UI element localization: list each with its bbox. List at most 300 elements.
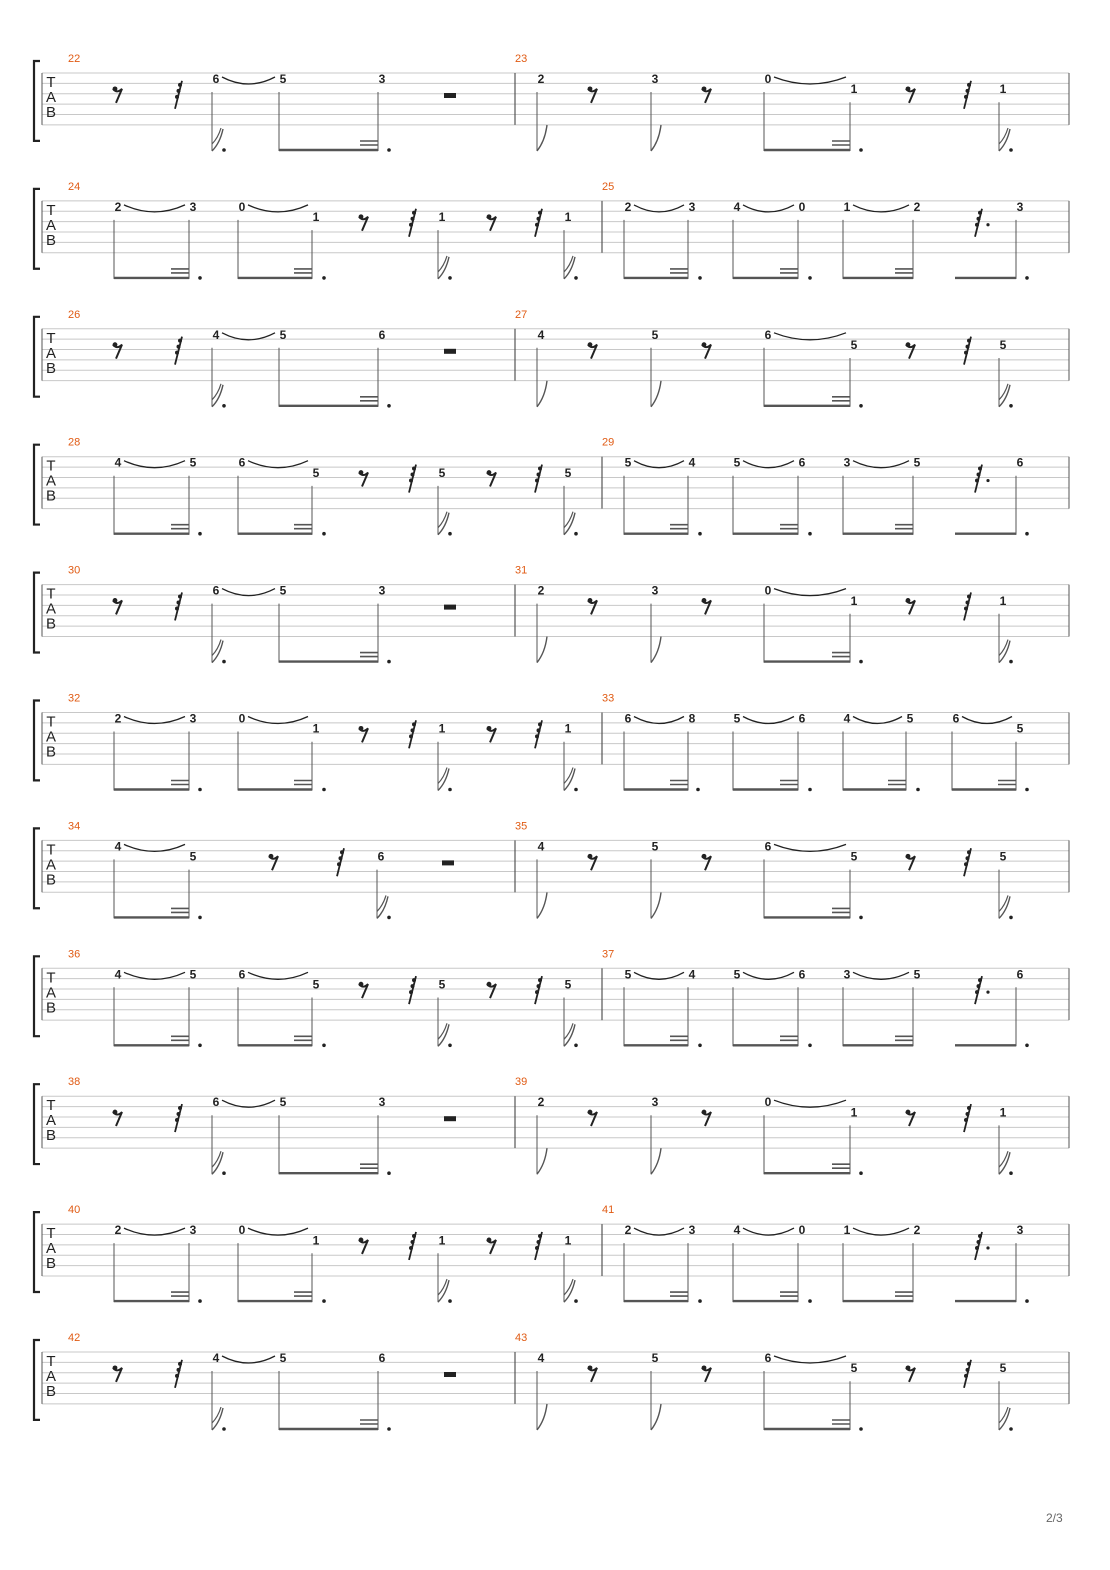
fret-number: 6 xyxy=(238,455,246,470)
sixteenth-rest-dot xyxy=(535,734,539,738)
system-bracket xyxy=(34,828,40,908)
system-bracket xyxy=(34,61,40,141)
half-flag xyxy=(377,896,388,918)
fret-number: 2 xyxy=(114,711,122,726)
clef-letter: B xyxy=(45,871,57,889)
half-flag xyxy=(999,129,1010,151)
dot xyxy=(1025,276,1029,280)
eighth-rest-head xyxy=(588,86,593,91)
fret-number: 1 xyxy=(312,1233,320,1248)
measure xyxy=(602,693,1029,792)
dot xyxy=(387,660,391,664)
fret-number: 3 xyxy=(378,583,386,598)
fret-number: 5 xyxy=(733,711,741,726)
system-bracket xyxy=(34,1212,40,1292)
sixteenth-rest-dot xyxy=(535,990,539,994)
fret-number: 0 xyxy=(764,72,772,86)
eighth-flag xyxy=(651,1148,661,1174)
half-rest xyxy=(444,605,456,610)
fret-number: 0 xyxy=(764,583,772,598)
measure-number: 40 xyxy=(68,1204,81,1217)
dot xyxy=(1025,532,1029,536)
sixteenth-rest-dot xyxy=(411,1240,415,1244)
fret-number: 5 xyxy=(651,327,659,342)
fret-number: 8 xyxy=(688,711,696,726)
sixteenth-rest-dot xyxy=(537,984,541,988)
dot xyxy=(808,1044,812,1048)
sixteenth-rest-dot xyxy=(966,1368,970,1372)
fret-number: 5 xyxy=(999,338,1007,352)
half-flag xyxy=(438,1280,449,1302)
eighth-flag xyxy=(651,637,661,663)
half-flag xyxy=(212,641,223,663)
sixteenth-rest-dot xyxy=(177,89,181,93)
eighth-rest-head xyxy=(906,1110,911,1115)
sixteenth-rest-dot xyxy=(178,83,182,87)
sixteenth-rest-dot xyxy=(975,479,979,483)
sixteenth-rest-dot xyxy=(967,83,971,87)
fret-number: 3 xyxy=(651,583,659,598)
measure xyxy=(68,437,578,536)
fret-number: 5 xyxy=(850,1361,858,1376)
fret-number: 6 xyxy=(764,327,772,342)
sixteenth-rest-dot xyxy=(977,473,981,477)
dot xyxy=(198,788,202,792)
eighth-rest-head xyxy=(702,1365,707,1370)
measure-number: 23 xyxy=(515,53,528,65)
measure xyxy=(68,565,456,664)
fret-number: 6 xyxy=(238,967,246,982)
fret-number: 6 xyxy=(1016,967,1024,982)
half-flag xyxy=(212,1408,223,1430)
measure-number: 35 xyxy=(515,820,528,833)
half-flag-inner xyxy=(212,384,221,400)
sixteenth-rest-dot xyxy=(538,722,542,726)
fret-number: 0 xyxy=(764,1095,772,1110)
fret-number: 4 xyxy=(212,1351,220,1365)
sixteenth-rest-dot xyxy=(538,978,542,982)
half-flag-inner xyxy=(564,1023,573,1039)
dot xyxy=(222,1171,226,1175)
measure xyxy=(515,53,1013,152)
fret-number: 5 xyxy=(733,455,741,470)
sixteenth-rest-aug xyxy=(986,991,989,994)
fret-number: 3 xyxy=(189,1223,197,1238)
sixteenth-rest-dot xyxy=(412,978,416,982)
dot xyxy=(387,1171,391,1175)
eighth-rest-head xyxy=(906,1365,911,1370)
half-flag-inner xyxy=(438,768,447,784)
eighth-rest-head xyxy=(906,86,911,91)
sixteenth-rest-dot xyxy=(538,467,542,471)
fret-number: 2 xyxy=(537,1095,545,1110)
clef-letter: B xyxy=(45,1127,57,1145)
fret-number: 5 xyxy=(189,967,197,982)
half-flag xyxy=(212,129,223,151)
measure xyxy=(515,820,1013,919)
fret-number: 3 xyxy=(378,1095,386,1110)
fret-number: 5 xyxy=(624,455,632,470)
half-flag xyxy=(999,385,1010,407)
sixteenth-rest-dot xyxy=(975,1246,979,1250)
measure xyxy=(602,948,1029,1047)
eighth-rest-head xyxy=(359,726,364,731)
fret-number: 5 xyxy=(651,1351,659,1365)
measure xyxy=(68,948,578,1047)
system-bracket xyxy=(34,1084,40,1164)
fret-number: 3 xyxy=(688,1223,696,1238)
sixteenth-rest-dot xyxy=(977,984,981,988)
dot xyxy=(198,276,202,280)
eighth-rest-head xyxy=(113,86,118,91)
dot xyxy=(808,1299,812,1303)
fret-number: 5 xyxy=(913,455,921,470)
measure xyxy=(602,1204,1029,1303)
fret-number: 5 xyxy=(651,839,659,854)
clef-letter: T xyxy=(46,74,56,91)
clef-letter: T xyxy=(46,841,56,859)
dot xyxy=(574,1044,578,1048)
system-bracket xyxy=(34,1340,40,1420)
measure-number: 42 xyxy=(68,1332,81,1344)
fret-number: 1 xyxy=(850,593,858,608)
system-bracket xyxy=(34,956,40,1036)
tab-system xyxy=(34,53,1069,152)
half-flag-inner xyxy=(999,384,1008,400)
sixteenth-rest-dot xyxy=(977,217,981,221)
measure-number: 31 xyxy=(515,564,528,577)
sixteenth-rest-dot xyxy=(177,600,181,604)
eighth-rest-head xyxy=(588,1110,593,1115)
clef-letter: A xyxy=(45,216,57,234)
dot xyxy=(448,276,452,280)
dot xyxy=(1009,1427,1013,1431)
eighth-rest-head xyxy=(359,982,364,987)
fret-number: 1 xyxy=(564,1233,572,1248)
fret-number: 1 xyxy=(850,1105,858,1120)
fret-number: 1 xyxy=(564,721,572,736)
tab-system xyxy=(34,437,1069,536)
fret-number: 4 xyxy=(688,967,696,982)
eighth-rest-head xyxy=(906,598,911,603)
sixteenth-rest-dot xyxy=(978,211,982,215)
half-flag-inner xyxy=(999,640,1008,656)
half-rest xyxy=(442,860,454,865)
clef-letter: A xyxy=(45,856,57,874)
fret-number: 5 xyxy=(733,967,741,982)
sixteenth-rest-dot xyxy=(409,1246,413,1250)
sixteenth-rest-dot xyxy=(412,467,416,471)
sixteenth-rest-dot xyxy=(537,217,541,221)
clef-letter: A xyxy=(45,1368,57,1385)
measure-number: 36 xyxy=(68,948,81,961)
eighth-flag xyxy=(537,125,547,151)
system-bracket xyxy=(34,573,40,653)
fret-number: 3 xyxy=(651,1095,659,1110)
sixteenth-rest-dot xyxy=(177,1112,181,1116)
fret-number: 2 xyxy=(913,199,921,214)
dot xyxy=(198,1044,202,1048)
dot xyxy=(1025,788,1029,792)
tab-system xyxy=(34,565,1069,664)
sixteenth-rest-dot xyxy=(537,1240,541,1244)
sixteenth-rest-dot xyxy=(175,1374,179,1378)
clef-letter: A xyxy=(45,600,57,618)
fret-number: 6 xyxy=(798,455,806,470)
dot xyxy=(859,1171,863,1175)
dot xyxy=(448,532,452,536)
measure xyxy=(68,820,454,919)
eighth-rest-head xyxy=(113,1110,118,1115)
dot xyxy=(1025,1299,1029,1303)
sixteenth-rest-aug xyxy=(986,479,989,482)
eighth-rest-head xyxy=(588,1365,593,1370)
fret-number: 5 xyxy=(906,711,914,726)
clef-letter: T xyxy=(46,713,56,731)
sixteenth-rest-dot xyxy=(178,339,182,343)
fret-number: 5 xyxy=(850,338,858,352)
dot xyxy=(698,532,702,536)
fret-number: 5 xyxy=(189,849,197,864)
sixteenth-rest-dot xyxy=(538,211,542,215)
sixteenth-rest-dot xyxy=(966,600,970,604)
fret-number: 1 xyxy=(850,82,858,97)
clef-letter: B xyxy=(45,487,57,505)
sixteenth-rest-dot xyxy=(966,89,970,93)
fret-number: 6 xyxy=(764,1351,772,1365)
clef-letter: B xyxy=(45,231,57,249)
fret-number: 5 xyxy=(279,1351,287,1365)
eighth-flag xyxy=(651,1404,661,1430)
fret-number: 5 xyxy=(279,327,287,342)
fret-number: 5 xyxy=(564,977,572,992)
fret-number: 3 xyxy=(843,967,851,982)
fret-number: 5 xyxy=(438,465,446,480)
sixteenth-rest-dot xyxy=(411,217,415,221)
fret-number: 4 xyxy=(114,967,122,982)
half-flag xyxy=(564,769,575,791)
fret-number: 1 xyxy=(843,199,851,214)
sixteenth-rest-dot xyxy=(177,345,181,349)
eighth-rest-head xyxy=(588,854,593,859)
measure-number: 32 xyxy=(68,692,81,705)
measure-number: 43 xyxy=(515,1332,528,1344)
dot xyxy=(387,1427,391,1431)
fret-number: 5 xyxy=(189,455,197,470)
sixteenth-rest-dot xyxy=(409,734,413,738)
dot xyxy=(222,1427,226,1431)
sixteenth-rest-dot xyxy=(967,850,971,854)
dot xyxy=(574,276,578,280)
sixteenth-rest-dot xyxy=(175,95,179,99)
dot xyxy=(1009,916,1013,920)
eighth-rest-head xyxy=(113,598,118,603)
dot xyxy=(1025,1044,1029,1048)
eighth-rest-head xyxy=(702,598,707,603)
half-flag xyxy=(999,896,1010,918)
half-flag xyxy=(564,513,575,535)
eighth-rest-head xyxy=(702,342,707,347)
fret-number: 5 xyxy=(624,967,632,982)
sixteenth-rest-dot xyxy=(967,1362,971,1366)
sixteenth-rest-aug xyxy=(986,223,989,226)
half-flag xyxy=(438,1024,449,1046)
eighth-rest-head xyxy=(487,470,492,475)
fret-number: 5 xyxy=(279,1095,287,1110)
fret-number: 2 xyxy=(114,199,122,214)
clef-letter: B xyxy=(45,743,57,761)
fret-number: 4 xyxy=(537,839,545,854)
eighth-flag xyxy=(537,637,547,663)
measure-number: 33 xyxy=(602,692,615,705)
fret-number: 6 xyxy=(798,967,806,982)
eighth-rest-head xyxy=(113,1365,118,1370)
measure xyxy=(68,693,578,792)
half-rest xyxy=(444,93,456,98)
fret-number: 1 xyxy=(843,1223,851,1238)
sixteenth-rest-dot xyxy=(978,467,982,471)
system-bracket xyxy=(34,189,40,269)
half-flag-inner xyxy=(438,512,447,528)
fret-number: 5 xyxy=(279,583,287,598)
dot xyxy=(448,1299,452,1303)
eighth-rest-head xyxy=(588,598,593,603)
tab-system xyxy=(34,1076,1069,1175)
eighth-rest-head xyxy=(359,1238,364,1243)
tab-system xyxy=(34,1204,1069,1303)
dot xyxy=(322,1299,326,1303)
sixteenth-rest-dot xyxy=(409,990,413,994)
measure-number: 24 xyxy=(68,180,81,193)
fret-number: 4 xyxy=(114,455,122,470)
dot xyxy=(448,1044,452,1048)
dot xyxy=(859,916,863,920)
dot xyxy=(198,532,202,536)
fret-number: 5 xyxy=(999,1361,1007,1376)
clef-letter: B xyxy=(45,1383,57,1400)
sixteenth-rest-dot xyxy=(978,978,982,982)
measure-number: 34 xyxy=(68,820,81,833)
sixteenth-rest-dot xyxy=(967,1106,971,1110)
half-flag-inner xyxy=(438,1023,447,1039)
half-flag-inner xyxy=(212,1407,221,1423)
eighth-rest-head xyxy=(588,342,593,347)
half-flag-inner xyxy=(564,768,573,784)
dot xyxy=(859,660,863,664)
fret-number: 0 xyxy=(798,1223,806,1238)
sixteenth-rest-dot xyxy=(975,990,979,994)
sixteenth-rest-dot xyxy=(412,722,416,726)
eighth-rest-head xyxy=(487,1238,492,1243)
sixteenth-rest-dot xyxy=(964,95,968,99)
fret-number: 1 xyxy=(999,82,1007,97)
half-flag-inner xyxy=(999,895,1008,911)
sixteenth-rest-dot xyxy=(964,606,968,610)
measure-number: 26 xyxy=(68,308,81,321)
measure xyxy=(515,1076,1013,1175)
dot xyxy=(198,916,202,920)
measure xyxy=(602,181,1029,280)
clef-letter: A xyxy=(45,344,57,362)
sixteenth-rest-dot xyxy=(964,862,968,866)
sixteenth-rest-dot xyxy=(340,850,344,854)
fret-number: 3 xyxy=(189,199,197,214)
fret-number: 1 xyxy=(312,721,320,736)
measure-number: 37 xyxy=(602,948,615,961)
fret-number: 5 xyxy=(850,849,858,864)
eighth-rest-head xyxy=(359,214,364,219)
clef-letter: A xyxy=(45,728,57,746)
half-flag xyxy=(999,641,1010,663)
sixteenth-rest-dot xyxy=(966,1112,970,1116)
clef-letter: B xyxy=(45,999,57,1017)
sixteenth-rest-dot xyxy=(175,1118,179,1122)
measure-number: 27 xyxy=(515,308,528,321)
fret-number: 2 xyxy=(537,583,545,598)
dot xyxy=(448,788,452,792)
half-flag xyxy=(564,1280,575,1302)
eighth-flag xyxy=(651,892,661,918)
clef-letter: A xyxy=(45,984,57,1002)
tab-system xyxy=(34,309,1069,408)
sixteenth-rest-dot xyxy=(964,1374,968,1378)
half-flag-inner xyxy=(999,128,1008,144)
half-rest xyxy=(444,1116,456,1121)
half-rest xyxy=(444,1372,456,1377)
half-flag-inner xyxy=(564,512,573,528)
dot xyxy=(1009,404,1013,408)
tab-system xyxy=(34,1332,1069,1431)
system-bracket xyxy=(34,317,40,397)
clef-letter: A xyxy=(45,1112,57,1130)
sixteenth-rest-dot xyxy=(178,1106,182,1110)
measure-number: 29 xyxy=(602,436,615,449)
dot xyxy=(387,404,391,408)
half-flag xyxy=(999,1152,1010,1174)
fret-number: 5 xyxy=(438,977,446,992)
tab-system xyxy=(34,693,1069,792)
fret-number: 5 xyxy=(913,967,921,982)
fret-number: 6 xyxy=(798,711,806,726)
sixteenth-rest-dot xyxy=(535,479,539,483)
fret-number: 3 xyxy=(688,199,696,214)
eighth-flag xyxy=(537,1148,547,1174)
half-flag-inner xyxy=(564,1279,573,1295)
fret-number: 3 xyxy=(1016,1223,1024,1238)
fret-number: 2 xyxy=(624,1223,632,1238)
fret-number: 4 xyxy=(114,839,122,854)
sixteenth-rest-dot xyxy=(967,594,971,598)
eighth-rest-head xyxy=(113,342,118,347)
eighth-flag xyxy=(651,125,661,151)
sixteenth-rest-dot xyxy=(964,351,968,355)
sixteenth-rest-dot xyxy=(175,351,179,355)
fret-number: 5 xyxy=(279,72,287,86)
fret-number: 6 xyxy=(378,1351,386,1365)
dot xyxy=(322,532,326,536)
half-flag-inner xyxy=(438,256,447,272)
measure xyxy=(602,437,1029,536)
sixteenth-rest-dot xyxy=(538,1234,542,1238)
clef-letter: T xyxy=(46,1225,56,1243)
half-flag xyxy=(564,257,575,279)
fret-number: 4 xyxy=(537,1351,545,1365)
sixteenth-rest-dot xyxy=(411,984,415,988)
dot xyxy=(698,1299,702,1303)
fret-number: 1 xyxy=(438,1233,446,1248)
sixteenth-rest-dot xyxy=(339,856,343,860)
dot xyxy=(808,276,812,280)
